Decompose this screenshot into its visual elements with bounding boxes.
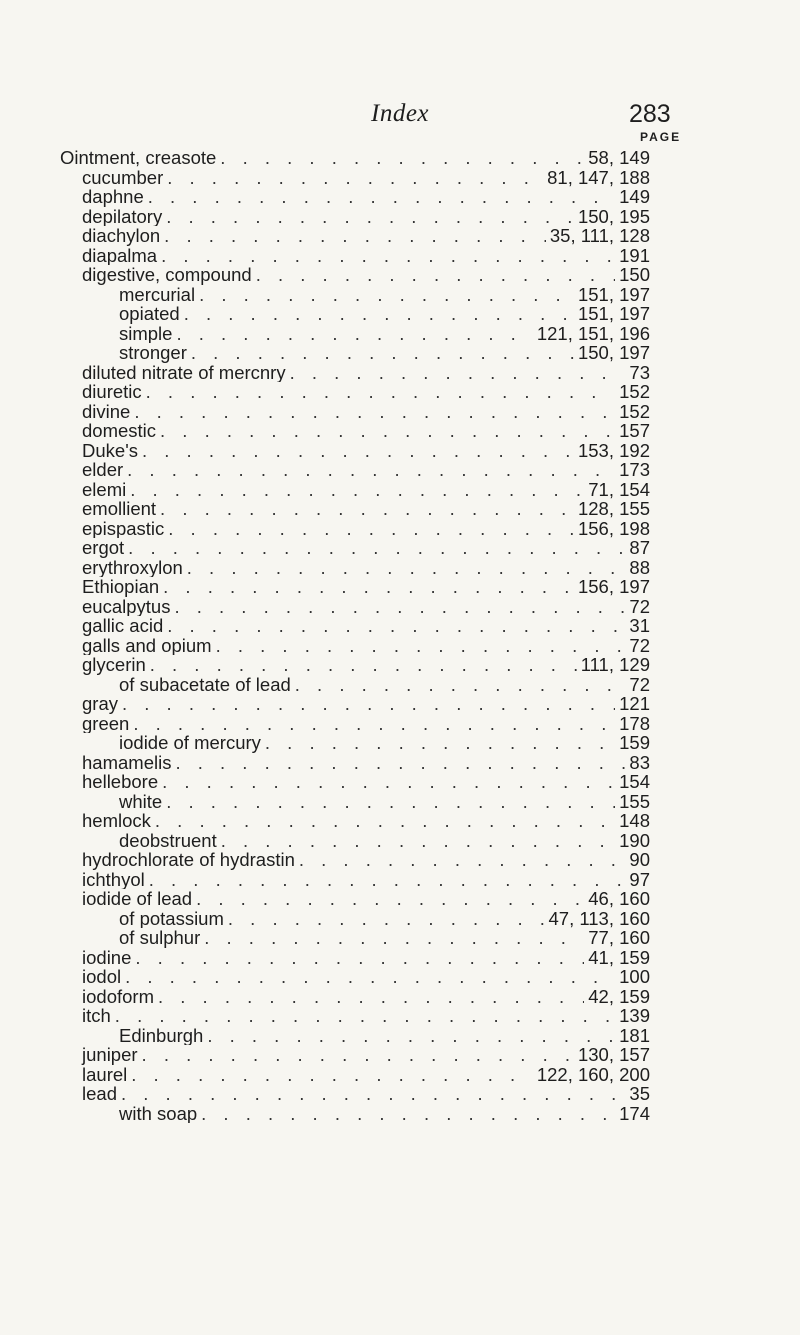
dot-leader (204, 928, 584, 948)
index-page-refs: 153, 192 (577, 440, 650, 460)
index-term: depilatory (82, 206, 163, 226)
dot-leader (191, 343, 574, 363)
index-page-refs: 87 (629, 538, 650, 558)
dot-leader (167, 616, 625, 636)
index-term: diachylon (82, 226, 161, 246)
index-term: elder (82, 460, 124, 480)
dot-leader (221, 831, 615, 851)
index-term: Ethiopian (82, 577, 160, 597)
index-term: iodol (82, 967, 122, 987)
index-term: hydrochlorate of hydrastin (82, 850, 295, 870)
index-term: gallic acid (82, 616, 164, 636)
index-entry (60, 831, 650, 851)
index-term: deobstruent (119, 830, 217, 850)
index-entry (60, 655, 650, 675)
index-entry (60, 967, 650, 987)
index-term: juniper (82, 1045, 138, 1065)
index-page-refs: 156, 197 (577, 577, 650, 597)
index-page-refs: 71, 154 (588, 479, 650, 499)
dot-leader (133, 714, 615, 734)
index-term: opiated (119, 304, 180, 324)
index-entry (60, 226, 650, 246)
dot-leader (295, 675, 626, 695)
index-term: green (82, 713, 130, 733)
dot-leader (167, 168, 543, 188)
index-entry (60, 811, 650, 831)
index-term: elemi (82, 479, 127, 499)
index-term: eucalpytus (82, 596, 171, 616)
index-term: diluted nitrate of mercnry (82, 362, 286, 382)
index-page-refs: 35 (629, 1084, 650, 1104)
index-entry (60, 382, 650, 402)
index-page-refs: 139 (619, 1006, 650, 1026)
index-term: hamamelis (82, 752, 172, 772)
dot-leader (196, 889, 584, 909)
dot-leader (160, 499, 574, 519)
index-term: emollient (82, 499, 157, 519)
index-term: Edinburgh (119, 1025, 204, 1045)
index-term: iodide of lead (82, 889, 193, 909)
index-term: hemlock (82, 811, 151, 831)
index-entry (60, 1084, 650, 1104)
index-term: gray (82, 694, 118, 714)
dot-leader (158, 987, 584, 1007)
index-term: white (119, 791, 163, 811)
dot-leader (290, 363, 626, 383)
index-term: hellebore (82, 772, 159, 792)
index-term: with soap (119, 1103, 198, 1123)
index-page-refs: 173 (619, 460, 650, 480)
dot-leader (128, 538, 625, 558)
index-page-refs: 151, 197 (577, 304, 650, 324)
index-term: iodide of mercury (119, 733, 261, 753)
index-term: stronger (119, 343, 187, 363)
index-term: divine (82, 401, 131, 421)
dot-leader (174, 597, 625, 617)
index-page-refs: 111, 129 (580, 655, 650, 675)
index-page-refs: 35, 111, 128 (549, 226, 650, 246)
index-entry (60, 168, 650, 188)
index-term: of potassium (119, 908, 224, 928)
dot-leader (135, 948, 584, 968)
dot-leader (127, 460, 615, 480)
index-term: diuretic (82, 382, 142, 402)
dot-leader (134, 402, 615, 422)
index-entry (60, 148, 650, 168)
dot-leader (163, 577, 574, 597)
index-term: epispastic (82, 518, 165, 538)
index-page-refs: 155 (619, 791, 650, 811)
index-page-refs: 152 (619, 401, 650, 421)
index-entry (60, 1045, 650, 1065)
index-entry (60, 460, 650, 480)
index-term: cucumber (82, 167, 164, 187)
index-term: ichthyol (82, 869, 145, 889)
index-entry (60, 948, 650, 968)
index-entry (60, 421, 650, 441)
index-entry (60, 870, 650, 890)
index-entry (60, 694, 650, 714)
dot-leader (122, 694, 615, 714)
index-page-refs: 121 (619, 694, 650, 714)
index-entry (60, 1006, 650, 1026)
index-term: itch (82, 1006, 111, 1026)
index-term: of subacetate of lead (119, 674, 291, 694)
index-entry (60, 558, 650, 578)
index-entry (60, 675, 650, 695)
index-term: domestic (82, 421, 157, 441)
index-page-refs: 150, 197 (577, 343, 650, 363)
dot-leader (176, 324, 532, 344)
index-page-refs: 156, 198 (577, 518, 650, 538)
dot-leader (142, 441, 574, 461)
index-page-refs: 149 (619, 187, 650, 207)
index-page-refs: 41, 159 (588, 947, 650, 967)
index-page-refs: 154 (619, 772, 650, 792)
dot-leader (207, 1026, 615, 1046)
dot-leader (166, 792, 615, 812)
index-page-refs: 77, 160 (588, 928, 650, 948)
index-term: laurel (82, 1064, 128, 1084)
index-entry (60, 499, 650, 519)
index-page-refs: 128, 155 (577, 499, 650, 519)
index-term: of sulphur (119, 928, 201, 948)
index-page-refs: 159 (619, 733, 650, 753)
index-page-refs: 72 (629, 596, 650, 616)
index-page-refs: 47, 113, 160 (548, 908, 650, 928)
index-page-refs: 88 (629, 557, 650, 577)
index-page-refs: 150 (619, 265, 650, 285)
index-entry (60, 889, 650, 909)
dot-leader (184, 304, 574, 324)
index-entry (60, 187, 650, 207)
dot-leader (131, 1065, 533, 1085)
index-entry (60, 519, 650, 539)
dot-leader (220, 148, 584, 168)
index-entry (60, 792, 650, 812)
index-entry (60, 246, 650, 266)
index-page-refs: 152 (619, 382, 650, 402)
index-entry (60, 909, 650, 929)
index-entry (60, 636, 650, 656)
dot-leader (146, 382, 615, 402)
index-entry (60, 1026, 650, 1046)
index-entry (60, 733, 650, 753)
index-term: mercurial (119, 284, 196, 304)
index-page-refs: 73 (629, 362, 650, 382)
dot-leader (155, 811, 615, 831)
index-term: simple (119, 323, 173, 343)
dot-leader (130, 480, 584, 500)
index-entry (60, 402, 650, 422)
index-page-refs: 178 (619, 713, 650, 733)
index-entry (60, 1104, 650, 1124)
page-number: 283 (629, 100, 671, 128)
dot-leader (228, 909, 545, 929)
index-term: diapalma (82, 245, 158, 265)
dot-leader (201, 1104, 615, 1124)
dot-leader (160, 421, 615, 441)
dot-leader (161, 246, 615, 266)
index-entry (60, 207, 650, 227)
index-page-refs: 58, 149 (588, 148, 650, 168)
running-title: Index (371, 100, 430, 127)
index-term: galls and opium (82, 635, 212, 655)
index-page-refs: 174 (619, 1103, 650, 1123)
index-term: iodine (82, 947, 132, 967)
index-page-refs: 100 (619, 967, 650, 987)
index-entry (60, 265, 650, 285)
index-term: iodoform (82, 986, 154, 1006)
index-page-refs: 190 (619, 830, 650, 850)
index-entry (60, 1065, 650, 1085)
index-term: ergot (82, 538, 125, 558)
index-page-refs: 157 (619, 421, 650, 441)
index-term: Duke's (82, 440, 138, 460)
index-page-refs: 122, 160, 200 (536, 1064, 650, 1084)
index-entry (60, 714, 650, 734)
dot-leader (175, 753, 625, 773)
dot-leader (162, 772, 615, 792)
index-entry (60, 343, 650, 363)
dot-leader (150, 655, 577, 675)
index-entry (60, 363, 650, 383)
index-entry (60, 772, 650, 792)
index-entry (60, 324, 650, 344)
index-entry (60, 538, 650, 558)
dot-leader (142, 1045, 574, 1065)
index-page-refs: 83 (629, 752, 650, 772)
index-page-refs: 72 (629, 674, 650, 694)
index-page-refs: 31 (629, 616, 650, 636)
index-entry (60, 753, 650, 773)
dot-leader (166, 207, 574, 227)
dot-leader (256, 265, 615, 285)
index-entry (60, 928, 650, 948)
dot-leader (148, 187, 615, 207)
index-page-refs: 151, 197 (577, 284, 650, 304)
index-term: Ointment, creasote (60, 148, 217, 168)
index-entry (60, 577, 650, 597)
index-list (60, 148, 650, 1123)
index-term: digestive, compound (82, 265, 252, 285)
index-page-refs: 97 (629, 869, 650, 889)
index-page-refs: 46, 160 (588, 889, 650, 909)
dot-leader (299, 850, 626, 870)
index-entry (60, 304, 650, 324)
index-page-refs: 148 (619, 811, 650, 831)
index-page-refs: 72 (629, 635, 650, 655)
index-entry (60, 441, 650, 461)
dot-leader (168, 519, 574, 539)
index-entry (60, 987, 650, 1007)
dot-leader (164, 226, 546, 246)
index-entry (60, 597, 650, 617)
dot-leader (187, 558, 626, 578)
index-page-refs: 121, 151, 196 (536, 323, 650, 343)
index-term: lead (82, 1084, 117, 1104)
dot-leader (115, 1006, 615, 1026)
index-page-refs: 90 (629, 850, 650, 870)
dot-leader (125, 967, 615, 987)
dot-leader (149, 870, 626, 890)
index-entry (60, 850, 650, 870)
index-entry (60, 285, 650, 305)
index-page-refs: 81, 147, 188 (547, 167, 650, 187)
index-page-refs: 191 (619, 245, 650, 265)
index-page-refs: 130, 157 (577, 1045, 650, 1065)
index-page-refs: 181 (619, 1025, 650, 1045)
dot-leader (121, 1084, 625, 1104)
dot-leader (265, 733, 615, 753)
index-term: erythroxylon (82, 557, 183, 577)
index-term: glycerin (82, 655, 146, 675)
dot-leader (199, 285, 574, 305)
index-page-refs: 42, 159 (588, 986, 650, 1006)
page-column-label: PAGE (640, 130, 682, 144)
dot-leader (216, 636, 626, 656)
index-page-refs: 150, 195 (577, 206, 650, 226)
index-entry (60, 480, 650, 500)
index-entry (60, 616, 650, 636)
index-term: daphne (82, 187, 144, 207)
